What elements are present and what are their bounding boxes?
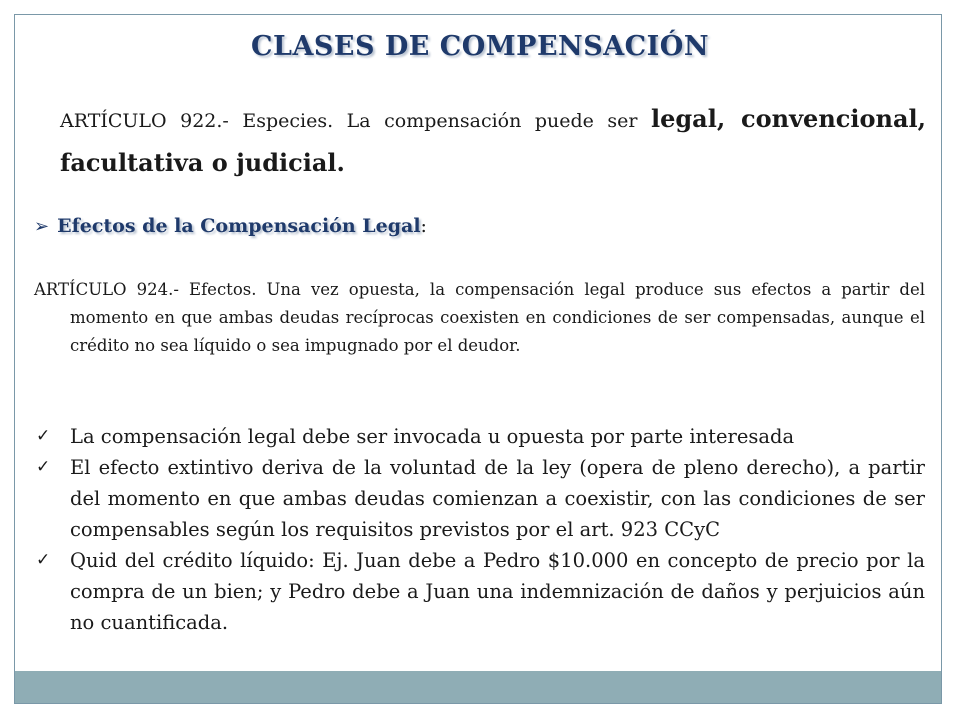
checklist-item (34, 545, 925, 638)
subheading-text: Efectos de la Compensación Legal (57, 215, 421, 237)
checklist-item-text: El efecto extintivo deriva de la voluntad de la ley (opera de pleno derecho), a partir del momento en que ambas deudas comienzan a coexistir, con las condiciones de ser compensables según los requisitos previstos por el art. 923 CCyC (70, 456, 925, 541)
checkmark-icon: ✓ (36, 457, 51, 477)
bottom-bar (15, 671, 941, 703)
article-922 (60, 98, 926, 186)
article-924: ARTÍCULO 924.- Efectos. Una vez opuesta, la compensación legal produce sus efectos a partir del momento en que ambas deudas recíprocas coexisten en condiciones de ser compensadas, aunque el crédito no sea líquido o sea impugnado por el deudor. (34, 280, 925, 355)
page-title: CLASES DE COMPENSACIÓN (250, 31, 710, 62)
checkmark-icon: ✓ (36, 550, 51, 570)
checklist-item (34, 421, 925, 452)
subheading (34, 215, 427, 237)
checklist (34, 421, 925, 638)
arrow-bullet-icon: ➢ (34, 216, 50, 237)
checkmark-icon: ✓ (36, 426, 51, 446)
subheading-suffix: : (420, 215, 427, 237)
article-922-text: ARTÍCULO 922.- Especies. La compensación puede ser (60, 110, 652, 132)
checklist-item-text: Quid del crédito líquido: Ej. Juan debe a Pedro $10.000 en concepto de precio por la compra de un bien; y Pedro debe a Juan una indemnización de daños y perjuicios aún no cuantificada. (70, 549, 925, 634)
checklist-item (34, 452, 925, 545)
article-922-emphasis: legal, convencional, facultativa o judicial. (60, 104, 926, 177)
checklist-item-text: La compensación legal debe ser invocada u opuesta por parte interesada (70, 425, 795, 448)
